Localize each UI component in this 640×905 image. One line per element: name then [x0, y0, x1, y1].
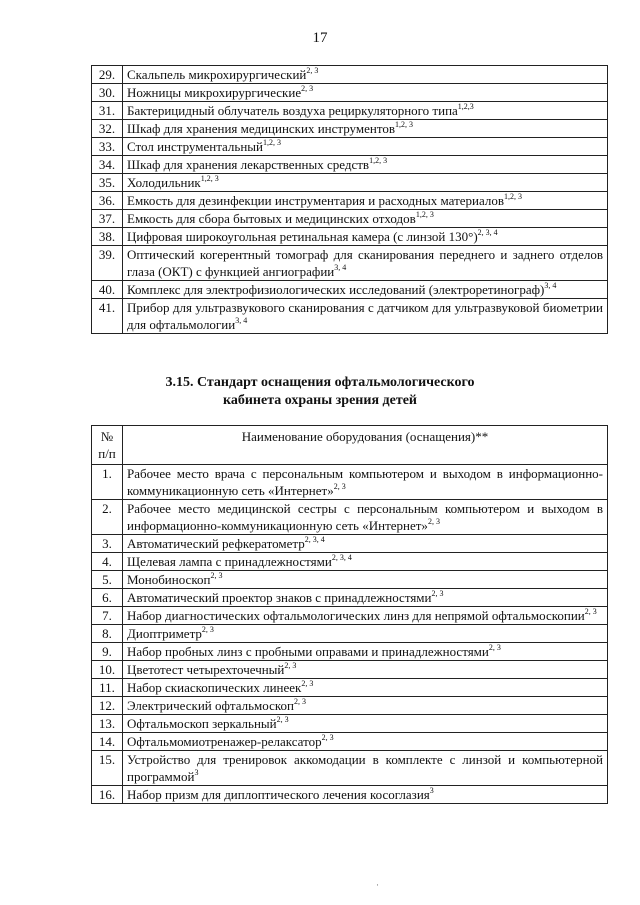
- equipment-name: [123, 174, 608, 192]
- equipment-name-text: Набор пробных линз с пробными оправами и принадлежностями: [127, 644, 489, 659]
- footnote-reference: 1,2, 3: [415, 210, 434, 219]
- table-row: [92, 589, 608, 607]
- section-heading-line2: кабинета охраны зрения детей: [223, 393, 417, 408]
- row-number: 12.: [92, 697, 123, 715]
- equipment-name: [123, 535, 608, 553]
- section-heading-line1: 3.15. Стандарт оснащения офтальмологического: [165, 375, 475, 390]
- equipment-name: [123, 589, 608, 607]
- equipment-name: [123, 571, 608, 589]
- footnote-reference: 2, 3: [201, 625, 214, 634]
- equipment-name-text: Офтальмомиотренажер-релаксатор: [127, 734, 322, 749]
- table-a-body: [92, 66, 608, 334]
- equipment-name-text: Электрический офтальмоскоп: [127, 698, 294, 713]
- footnote-reference: 2, 3: [284, 661, 297, 670]
- equipment-name-text: Прибор для ультразвукового сканирования с датчиком для ультразвуковой биометрии для офтальмологии: [127, 300, 603, 332]
- equipment-name-text: Диоптриметр: [127, 626, 202, 641]
- equipment-name-text: Стол инструментальный: [127, 139, 263, 154]
- footnote-reference: 2, 3: [488, 643, 501, 652]
- equipment-name: [123, 156, 608, 174]
- row-number: 31.: [92, 102, 123, 120]
- equipment-name-text: Рабочее место медицинской сестры с персональным компьютером и выходом в информационно-коммуникационную сеть «Интернет»: [127, 501, 603, 533]
- equipment-name: [123, 697, 608, 715]
- table-row: [92, 465, 608, 500]
- page-number: 17: [312, 30, 328, 46]
- footnote-reference: 2, 3: [276, 715, 289, 724]
- equipment-name: [123, 138, 608, 156]
- row-number: 4.: [92, 553, 123, 571]
- table-row: [92, 246, 608, 281]
- row-number: 40.: [92, 281, 123, 299]
- equipment-name-text: Набор скиаскопических линеек: [127, 680, 302, 695]
- equipment-name-text: Набор призм для диплоптического лечения косоглазия: [127, 787, 430, 802]
- footnote-reference: 2, 3: [321, 733, 334, 742]
- table-row: [92, 661, 608, 679]
- row-number: 29.: [92, 66, 123, 84]
- equipment-name: [123, 500, 608, 535]
- equipment-name: [123, 786, 608, 804]
- row-number: 39.: [92, 246, 123, 281]
- table-row: [92, 228, 608, 246]
- footnote-reference: 3, 4: [334, 263, 347, 272]
- equipment-name-text: Автоматический проектор знаков с принадлежностями: [127, 590, 432, 605]
- row-number: 36.: [92, 192, 123, 210]
- row-number: 30.: [92, 84, 123, 102]
- row-number: 3.: [92, 535, 123, 553]
- table-row: [92, 500, 608, 535]
- equipment-name: [123, 120, 608, 138]
- table-row: [92, 733, 608, 751]
- footnote-reference: 2, 3: [584, 607, 597, 616]
- equipment-name-text: Набор диагностических офтальмологических линз для непрямой офтальмоскопии: [127, 608, 585, 623]
- footnote-reference: 2, 3: [427, 517, 440, 526]
- equipment-name: [123, 661, 608, 679]
- equipment-name-text: Цветотест четырехточечный: [127, 662, 285, 677]
- row-number: 41.: [92, 299, 123, 334]
- equipment-name-text: Устройство для тренировок аккомодации в комплекте с линзой и компьютерной программой: [127, 752, 603, 784]
- table-row: [92, 66, 608, 84]
- equipment-name-text: Емкость для сбора бытовых и медицинских отходов: [127, 211, 416, 226]
- footnote-reference: 1,2,3: [457, 102, 474, 111]
- row-number: 6.: [92, 589, 123, 607]
- table-row: [92, 786, 608, 804]
- row-number: 37.: [92, 210, 123, 228]
- equipment-name: [123, 715, 608, 733]
- equipment-name: [123, 751, 608, 786]
- equipment-name: [123, 192, 608, 210]
- table-row: [92, 210, 608, 228]
- table-row: [92, 138, 608, 156]
- equipment-name: [123, 246, 608, 281]
- table-row: [92, 571, 608, 589]
- row-number: 35.: [92, 174, 123, 192]
- footnote-reference: 1,2, 3: [200, 174, 219, 183]
- equipment-name-text: Автоматический рефкератометр: [127, 536, 305, 551]
- row-number: 2.: [92, 500, 123, 535]
- footnote-reference: 2, 3, 4: [331, 553, 352, 562]
- footnote-reference: 2, 3: [301, 84, 314, 93]
- table-row: [92, 679, 608, 697]
- table-row: [92, 553, 608, 571]
- table-row: [92, 102, 608, 120]
- row-number: 11.: [92, 679, 123, 697]
- equipment-name-text: Холодильник: [127, 175, 201, 190]
- equipment-name-text: Цифровая широкоугольная ретинальная камера (с линзой 130°): [127, 229, 478, 244]
- table-header-row: [92, 426, 608, 465]
- row-number: 16.: [92, 786, 123, 804]
- equipment-name-text: Монобиноскоп: [127, 572, 211, 587]
- equipment-name: [123, 733, 608, 751]
- header-equipment-name: Наименование оборудования (оснащения)**: [123, 426, 608, 465]
- equipment-name-text: Комплекс для электрофизиологических исследований (электроретинограф): [127, 282, 545, 297]
- equipment-name-text: Оптический когерентный томограф для сканирования переднего и заднего отделов глаза (ОКТ) с функцией ангиографии: [127, 247, 603, 279]
- table-row: [92, 625, 608, 643]
- equipment-name: [123, 299, 608, 334]
- table-row: [92, 120, 608, 138]
- footnote-reference: 2, 3: [306, 66, 319, 75]
- equipment-name: [123, 625, 608, 643]
- table-b-body: [92, 465, 608, 804]
- equipment-name-text: Офтальмоскоп зеркальный: [127, 716, 277, 731]
- footnote-reference: 2, 3: [333, 482, 346, 491]
- footnote-reference: 2, 3: [431, 589, 444, 598]
- row-number: 5.: [92, 571, 123, 589]
- table-row: [92, 607, 608, 625]
- footnote-reference: 2, 3: [294, 697, 306, 706]
- footnote-reference: 2, 3: [301, 679, 314, 688]
- equipment-name: [123, 66, 608, 84]
- row-number: 34.: [92, 156, 123, 174]
- equipment-name: [123, 102, 608, 120]
- equipment-name-text: Щелевая лампа с принадлежностями: [127, 554, 332, 569]
- equipment-name-text: Шкаф для хранения медицинских инструментов: [127, 121, 395, 136]
- table-row: [92, 156, 608, 174]
- footnote-reference: 3: [194, 768, 199, 777]
- table-row: [92, 697, 608, 715]
- equipment-name: [123, 281, 608, 299]
- equipment-name-text: Ножницы микрохирургические: [127, 85, 302, 100]
- equipment-name: [123, 84, 608, 102]
- equipment-name: [123, 553, 608, 571]
- footnote-reference: 2, 3, 4: [477, 228, 498, 237]
- equipment-name: [123, 465, 608, 500]
- row-number: 10.: [92, 661, 123, 679]
- equipment-name-text: Скальпель микрохирургический: [127, 67, 307, 82]
- footnote-reference: 2, 3, 4: [304, 535, 325, 544]
- footnote-reference: 1,2, 3: [504, 192, 523, 201]
- row-number: 1.: [92, 465, 123, 500]
- equipment-name-text: Рабочее место врача с персональным компьютером и выходом в информационно-коммуникационную сеть «Интернет»: [127, 466, 603, 498]
- table-row: [92, 643, 608, 661]
- row-number: 33.: [92, 138, 123, 156]
- equipment-name-text: Бактерицидный облучатель воздуха рециркуляторного типа: [127, 103, 458, 118]
- equipment-name: [123, 607, 608, 625]
- table-row: [92, 174, 608, 192]
- table-row: [92, 751, 608, 786]
- table-row: [92, 299, 608, 334]
- footnote-reference: 3: [429, 786, 434, 795]
- equipment-name: [123, 228, 608, 246]
- table-row: [92, 715, 608, 733]
- row-number: 38.: [92, 228, 123, 246]
- footnote-reference: 3, 4: [544, 281, 557, 290]
- row-number: 14.: [92, 733, 123, 751]
- equipment-name-text: Шкаф для хранения лекарственных средств: [127, 157, 370, 172]
- footnote-reference: 1,2, 3: [369, 156, 388, 165]
- table-row: [92, 535, 608, 553]
- row-number: 32.: [92, 120, 123, 138]
- row-number: 13.: [92, 715, 123, 733]
- row-number: 15.: [92, 751, 123, 786]
- section-heading: [0, 374, 640, 410]
- equipment-standard-table: [91, 425, 608, 804]
- equipment-name: [123, 643, 608, 661]
- table-row: [92, 281, 608, 299]
- equipment-name-text: Емкость для дезинфекции инструментария и расходных материалов: [127, 193, 505, 208]
- equipment-name: [123, 210, 608, 228]
- footnote-reference: 1,2, 3: [263, 138, 281, 147]
- table-row: [92, 192, 608, 210]
- row-number: 8.: [92, 625, 123, 643]
- table-row: [92, 84, 608, 102]
- footnote-reference: 1,2, 3: [395, 120, 413, 129]
- equipment-table-continued: [91, 65, 608, 334]
- scan-mark: ·: [376, 880, 379, 890]
- equipment-name: [123, 679, 608, 697]
- footnote-reference: 3, 4: [235, 316, 248, 325]
- header-number: № п/п: [92, 426, 123, 465]
- row-number: 7.: [92, 607, 123, 625]
- footnote-reference: 2, 3: [210, 571, 223, 580]
- row-number: 9.: [92, 643, 123, 661]
